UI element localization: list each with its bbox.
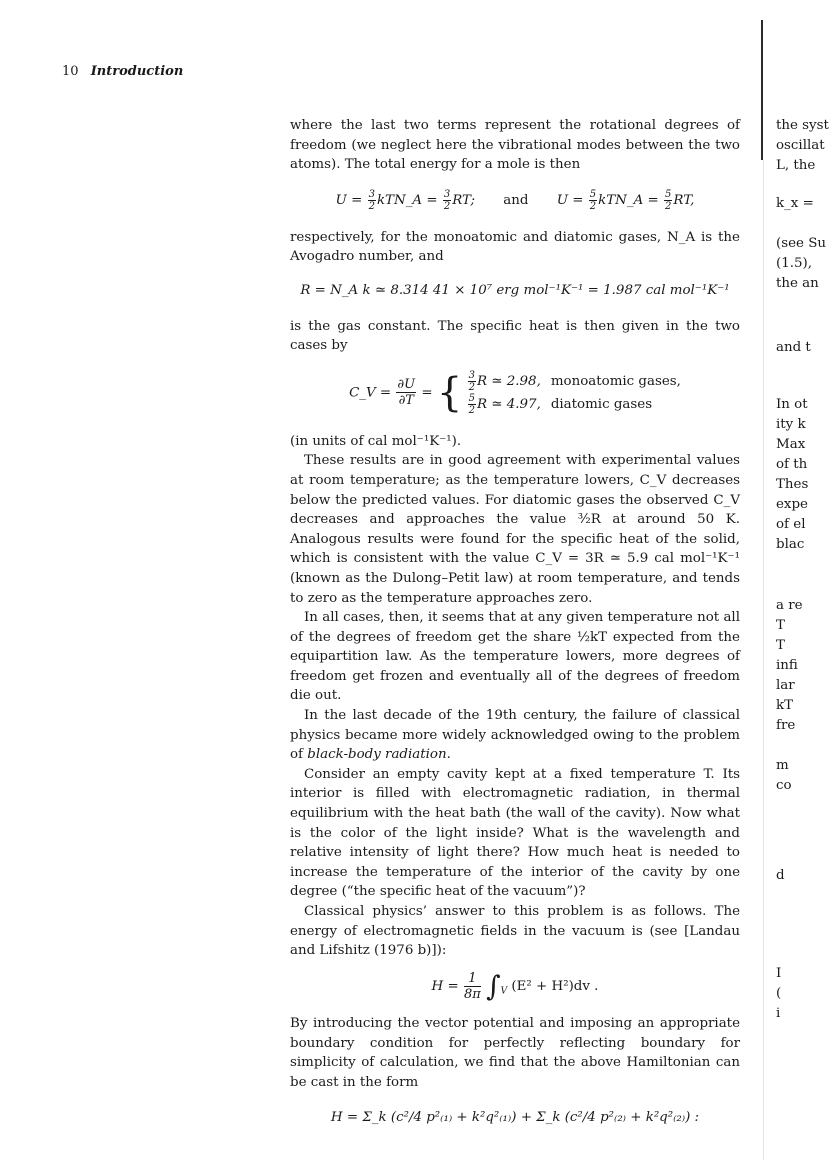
facing-page-fragment: oscillat	[776, 138, 825, 153]
facing-page-fragment: ity k	[776, 417, 806, 432]
emphasis-term: black-body radiation	[307, 747, 447, 763]
gutter-line	[763, 160, 764, 1160]
chapter-title: Introduction	[90, 64, 184, 79]
facing-page-fragment: of th	[776, 457, 808, 472]
page-gutter	[757, 20, 767, 1160]
paragraph: is the gas constant. The specific heat is then given in the two cases by	[290, 318, 740, 354]
facing-page-fragment: a re	[776, 598, 803, 613]
paragraph: In the last decade of the 19th century, the failure of classical physics became more widely acknowledged owing to the problem of black-body radiation.	[290, 708, 740, 763]
facing-page-fragment: blac	[776, 537, 805, 552]
facing-page-fragment: lar	[776, 678, 795, 693]
facing-page-fragment: Thes	[776, 477, 809, 492]
binding-shadow	[761, 20, 763, 160]
facing-page-fragment: T	[776, 638, 785, 653]
facing-page-fragment: kT	[776, 698, 794, 713]
facing-page-fragment: the an	[776, 276, 819, 291]
facing-page-fragment: m	[776, 758, 789, 773]
gas-constant-equation: R = N_A k ≃ 8.314 41 × 10⁷ erg mol⁻¹K⁻¹ = 1.987 cal mol⁻¹K⁻¹	[300, 282, 730, 298]
paragraph: By introducing the vector potential and imposing an appropriate boundary condition for perfectly reflecting boundary for simplicity of calculation, we find that the above Hamiltonian can be cast in the form	[290, 1016, 740, 1090]
facing-page-fragment: co	[776, 778, 792, 793]
energy-equation: U = $\frac{3}{2}$ kTN_A = $\frac{3}{2}$ RT; and U = $\frac{5}{2}$ kTN_A = $\frac{5}{2}$ RT,	[335, 188, 695, 212]
main-text-column	[290, 116, 740, 1144]
facing-page-fragment: (see Su	[776, 236, 826, 251]
paragraph: respectively, for the monoatomic and diatomic gases, N_A is the Avogadro number, and	[290, 229, 740, 265]
page-header	[62, 64, 183, 79]
facing-page-fragment: the syst	[776, 118, 829, 133]
facing-page-fragment: k_x =	[776, 196, 814, 211]
paragraph: These results are in good agreement with experimental values at room temperature; as the temperature lowers, C_V decreases below the predicted values. For diatomic gases the observed C_V decreases and approaches the value ³⁄₂R at around 50 K. Analogous results were found for the specific heat of the solid, which is consistent with the value C_V = 3R ≃ 5.9 cal mol⁻¹K⁻¹ (known as the Dulong–Petit law) at room temperature, and tends to zero as the temperature approaches zero.	[290, 453, 740, 606]
specific-heat-equation: C_V = $\frac{\partial U}{\partial T}$ = { $\frac{3}{2}$ R ≃ 2.98, monoatomic gases, $\frac{5}{2}$ R ≃ 4.97, diatomic gases	[349, 369, 681, 416]
facing-page-fragment: (1.5),	[776, 256, 813, 271]
paragraph: In all cases, then, it seems that at any given temperature not all of the degrees of freedom get the share ½kT expected from the equipartition law. As the temperature lowers, more degrees of freedom get frozen and eventually all of the degrees of freedom die out.	[290, 610, 740, 704]
field-energy-equation: H = $\frac{1}{8\pi}$ $\int_V$ (E² + H²)dv .	[431, 969, 599, 1003]
facing-page-fragment: d	[776, 868, 785, 883]
facing-page-fragment: In ot	[776, 397, 808, 412]
paragraph: Classical physics’ answer to this problem is as follows. The energy of electromagnetic fields in the vacuum is (see [Landau and Lifshitz (1976 b)]):	[290, 904, 740, 959]
facing-page-fragment: of el	[776, 517, 806, 532]
paragraph: where the last two terms represent the rotational degrees of freedom (we neglect here the vibrational modes between the two atoms). The total energy for a mole is then	[290, 118, 740, 173]
facing-page-fragment: T	[776, 618, 785, 633]
facing-page-fragment: fre	[776, 718, 796, 733]
paragraph: Consider an empty cavity kept at a fixed temperature T. Its interior is filled with electromagnetic radiation, in thermal equilibrium with the heat bath (the wall of the cavity). Now what is the color of the light inside? What is the wavelength and relative intensity of light there? How much heat is needed to increase the temperature of the interior of the cavity by one degree (“the specific heat of the vacuum”)?	[290, 766, 740, 900]
facing-page-fragment: I	[776, 966, 782, 981]
facing-page-fragment: expe	[776, 497, 808, 512]
paragraph: (in units of cal mol⁻¹K⁻¹).	[290, 433, 462, 449]
hamiltonian-modes-equation: H = Σ_k (c²/4 p²₍₁₎ + k²q²₍₁₎) + Σ_k (c²/4 p²₍₂₎ + k²q²₍₂₎) :	[330, 1110, 700, 1126]
facing-page-fragment: i	[776, 1006, 781, 1021]
facing-page-fragment: L, the	[776, 158, 816, 173]
page-number: 10	[62, 64, 79, 79]
facing-page-fragment: infi	[776, 658, 798, 673]
facing-page-fragment: and t	[776, 340, 811, 355]
facing-page-fragment: Max	[776, 437, 806, 452]
facing-page-fragment: (	[776, 986, 782, 1001]
